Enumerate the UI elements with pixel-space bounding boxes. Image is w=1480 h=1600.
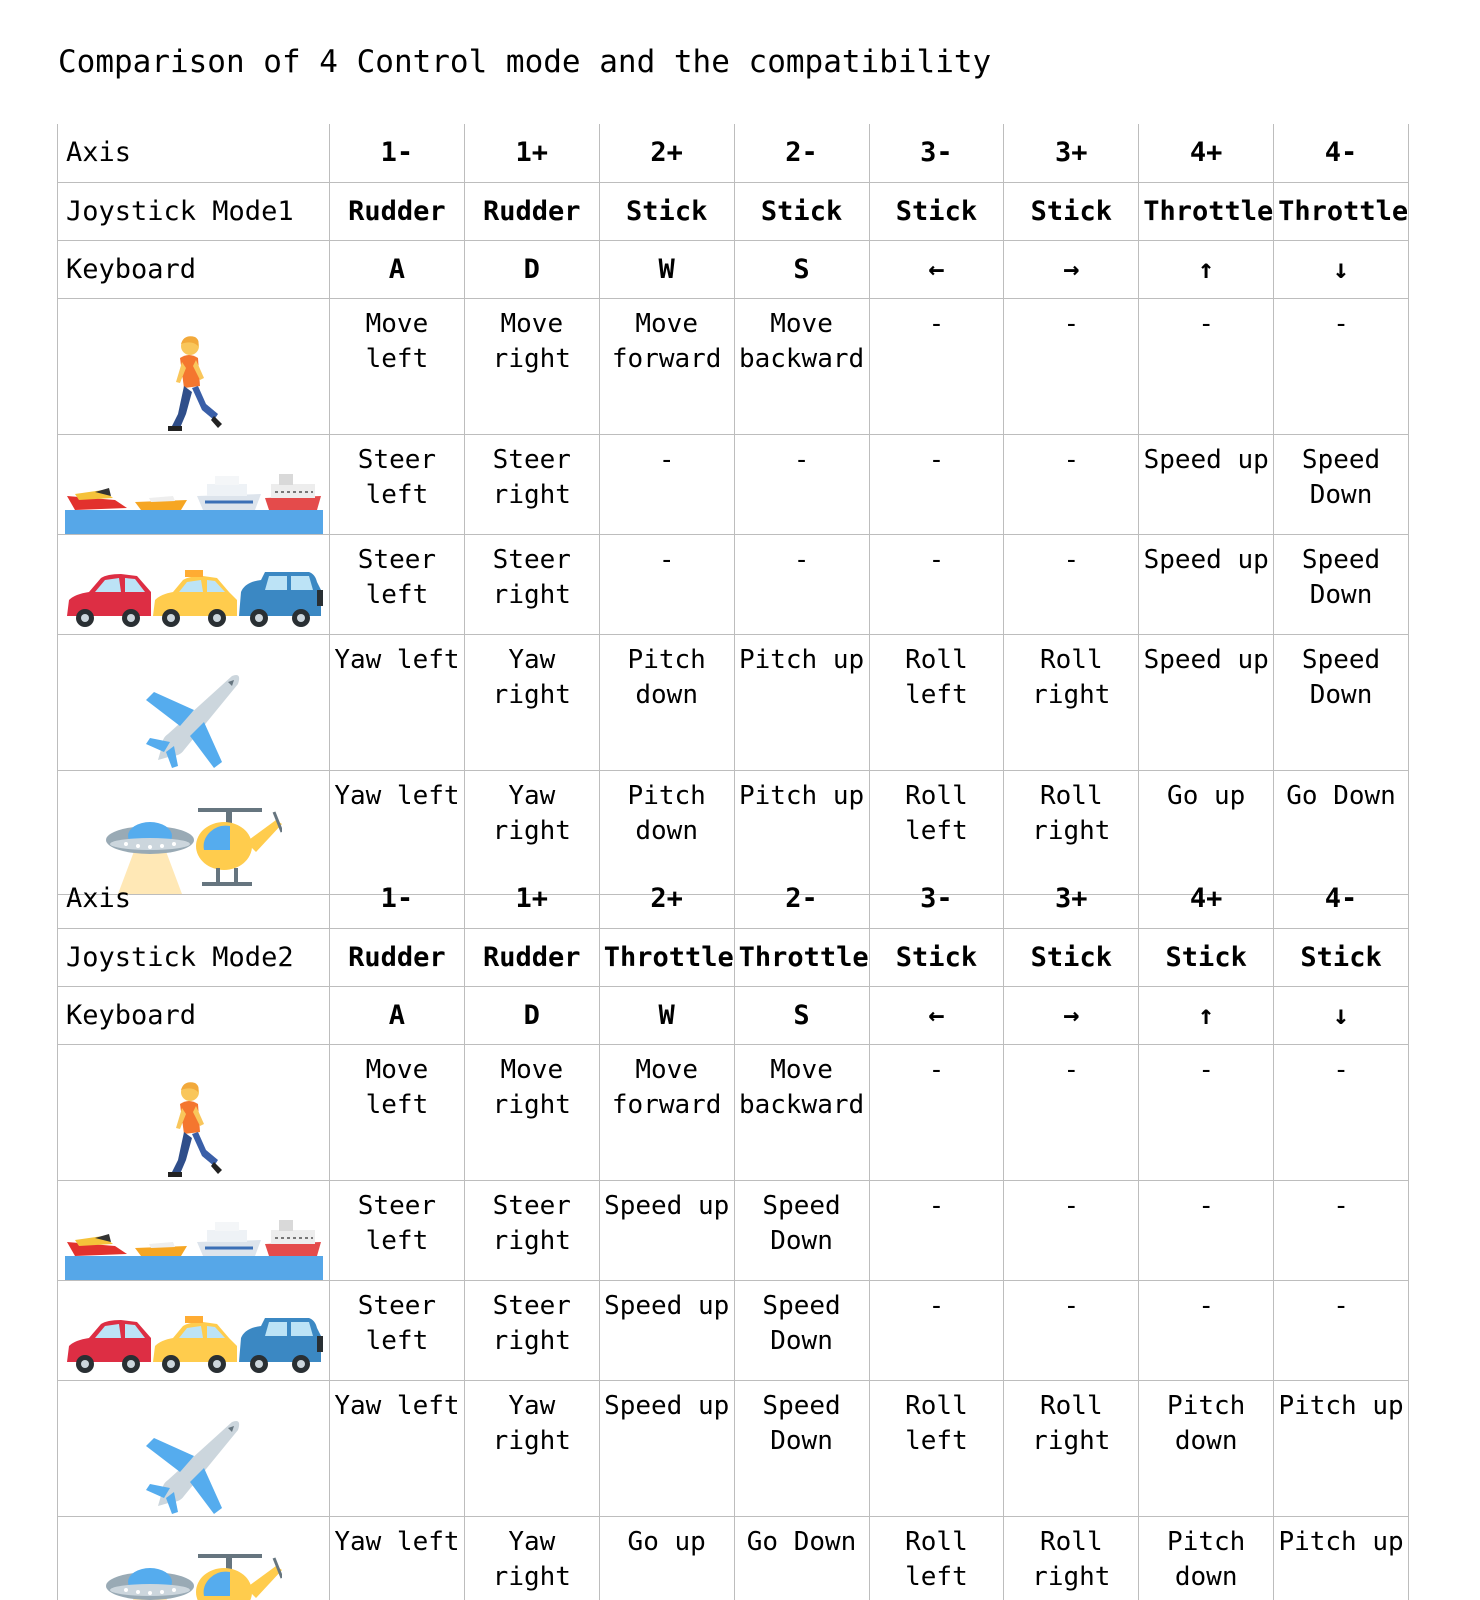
action-cell: Steer left <box>330 534 465 634</box>
key-cell: ↓ <box>1274 986 1409 1044</box>
key-cell: A <box>330 240 465 298</box>
action-cell: Yaw left <box>330 1516 465 1600</box>
axis-cell: 1- <box>330 870 465 928</box>
action-cell: - <box>869 298 1004 434</box>
axis-cell: 2+ <box>599 124 734 182</box>
vehicle-icon-cell <box>58 1280 330 1380</box>
action-cell: Speed Down <box>734 1380 869 1516</box>
control-cell: Stick <box>869 928 1004 986</box>
ufo-helicopter-icon <box>58 1552 329 1600</box>
action-cell: Move backward <box>734 298 869 434</box>
action-cell: Speed up <box>599 1180 734 1280</box>
action-cell: Yaw left <box>330 634 465 770</box>
vehicle-icon-cell <box>58 434 330 534</box>
action-cell: Speed up <box>599 1380 734 1516</box>
control-row-label: Joystick Mode1 <box>58 182 330 240</box>
action-cell: Pitch down <box>1139 1516 1274 1600</box>
action-cell: Roll right <box>1004 1380 1139 1516</box>
action-cell: - <box>1004 1280 1139 1380</box>
action-cell: - <box>1004 534 1139 634</box>
key-cell: W <box>599 986 734 1044</box>
action-cell: Roll left <box>869 634 1004 770</box>
action-cell: Yaw right <box>464 1516 599 1600</box>
axis-row <box>58 124 1409 182</box>
control-cell: Throttle <box>1274 182 1409 240</box>
action-cell: - <box>1004 298 1139 434</box>
axis-cell: 1+ <box>464 870 599 928</box>
action-cell: Roll left <box>869 770 1004 894</box>
control-cell: Stick <box>734 182 869 240</box>
action-cell: - <box>1004 1044 1139 1180</box>
vehicle-row <box>58 534 1409 634</box>
action-cell: - <box>1139 1280 1274 1380</box>
action-cell: Go up <box>1139 770 1274 894</box>
vehicle-row <box>58 1516 1409 1600</box>
action-cell: Yaw right <box>464 634 599 770</box>
key-cell: W <box>599 240 734 298</box>
vehicle-row <box>58 1380 1409 1516</box>
vehicle-row <box>58 1180 1409 1280</box>
key-row <box>58 986 1409 1044</box>
key-row <box>58 240 1409 298</box>
action-cell: - <box>869 534 1004 634</box>
control-cell: Throttle <box>1139 182 1274 240</box>
action-cell: Move right <box>464 1044 599 1180</box>
action-cell: - <box>869 1280 1004 1380</box>
key-cell: ← <box>869 986 1004 1044</box>
action-cell: Roll right <box>1004 770 1139 894</box>
action-cell: - <box>734 434 869 534</box>
axis-cell: 4+ <box>1139 124 1274 182</box>
walking-person-icon <box>58 1080 329 1180</box>
action-cell: Pitch down <box>599 634 734 770</box>
action-cell: Speed Down <box>734 1280 869 1380</box>
action-cell: Steer left <box>330 434 465 534</box>
key-cell: A <box>330 986 465 1044</box>
control-cell: Stick <box>1274 928 1409 986</box>
control-cell: Rudder <box>330 182 465 240</box>
action-cell: - <box>1274 1280 1409 1380</box>
vehicle-icon-cell <box>58 298 330 434</box>
axis-cell: 4+ <box>1139 870 1274 928</box>
control-cell: Stick <box>1004 928 1139 986</box>
action-cell: - <box>869 434 1004 534</box>
page-title: Comparison of 4 Control mode and the compatibility <box>58 44 992 80</box>
control-cell: Rudder <box>464 928 599 986</box>
action-cell: - <box>1274 298 1409 434</box>
control-row-label: Joystick Mode2 <box>58 928 330 986</box>
action-cell: Speed up <box>1139 634 1274 770</box>
axis-row-label: Axis <box>58 870 330 928</box>
axis-cell: 4- <box>1274 870 1409 928</box>
action-cell: Roll right <box>1004 1516 1139 1600</box>
action-cell: Move forward <box>599 298 734 434</box>
action-cell: - <box>1004 434 1139 534</box>
control-cell: Throttle <box>599 928 734 986</box>
axis-cell: 1- <box>330 124 465 182</box>
key-row-label: Keyboard <box>58 240 330 298</box>
airplane-icon <box>58 670 329 770</box>
control-cell: Rudder <box>330 928 465 986</box>
key-cell: D <box>464 986 599 1044</box>
action-cell: Steer right <box>464 1280 599 1380</box>
axis-cell: 3- <box>869 870 1004 928</box>
axis-cell: 3- <box>869 124 1004 182</box>
action-cell: - <box>869 1180 1004 1280</box>
control-cell: Stick <box>599 182 734 240</box>
control-row <box>58 928 1409 986</box>
key-row-label: Keyboard <box>58 986 330 1044</box>
action-cell: Yaw left <box>330 1380 465 1516</box>
action-cell: Pitch up <box>1274 1516 1409 1600</box>
action-cell: Pitch down <box>1139 1380 1274 1516</box>
axis-cell: 3+ <box>1004 870 1139 928</box>
action-cell: - <box>1139 298 1274 434</box>
axis-row-label: Axis <box>58 124 330 182</box>
axis-row <box>58 870 1409 928</box>
axis-cell: 4- <box>1274 124 1409 182</box>
key-cell: ↑ <box>1139 240 1274 298</box>
action-cell: Yaw left <box>330 770 465 894</box>
action-cell: Roll left <box>869 1516 1004 1600</box>
action-cell: Steer left <box>330 1180 465 1280</box>
action-cell: Speed Down <box>1274 534 1409 634</box>
control-row <box>58 182 1409 240</box>
vehicle-row <box>58 298 1409 434</box>
axis-cell: 2- <box>734 870 869 928</box>
axis-cell: 3+ <box>1004 124 1139 182</box>
mode1-table <box>57 124 1409 895</box>
key-cell: ↓ <box>1274 240 1409 298</box>
control-cell: Stick <box>869 182 1004 240</box>
action-cell: Speed up <box>599 1280 734 1380</box>
action-cell: Yaw right <box>464 770 599 894</box>
control-cell: Stick <box>1139 928 1274 986</box>
cars-icon <box>58 1316 329 1380</box>
boats-icon <box>58 1216 329 1280</box>
action-cell: Steer right <box>464 534 599 634</box>
key-cell: S <box>734 240 869 298</box>
axis-cell: 2- <box>734 124 869 182</box>
action-cell: - <box>599 534 734 634</box>
action-cell: Roll left <box>869 1380 1004 1516</box>
action-cell: Pitch down <box>599 770 734 894</box>
vehicle-icon-cell <box>58 1180 330 1280</box>
vehicle-icon-cell <box>58 1044 330 1180</box>
action-cell: - <box>1004 1180 1139 1280</box>
boats-icon <box>58 470 329 534</box>
vehicle-icon-cell <box>58 534 330 634</box>
action-cell: Move forward <box>599 1044 734 1180</box>
action-cell: - <box>869 1044 1004 1180</box>
action-cell: Move left <box>330 298 465 434</box>
vehicle-icon-cell <box>58 1516 330 1600</box>
action-cell: Speed up <box>1139 434 1274 534</box>
vehicle-row <box>58 634 1409 770</box>
action-cell: Pitch up <box>1274 1380 1409 1516</box>
action-cell: Steer right <box>464 1180 599 1280</box>
action-cell: Go Down <box>734 1516 869 1600</box>
key-cell: → <box>1004 986 1139 1044</box>
control-cell: Rudder <box>464 182 599 240</box>
key-cell: ↑ <box>1139 986 1274 1044</box>
action-cell: - <box>1139 1044 1274 1180</box>
action-cell: - <box>599 434 734 534</box>
action-cell: Roll right <box>1004 634 1139 770</box>
action-cell: Speed up <box>1139 534 1274 634</box>
action-cell: Speed Down <box>1274 634 1409 770</box>
action-cell: - <box>1274 1180 1409 1280</box>
action-cell: Move backward <box>734 1044 869 1180</box>
action-cell: Move right <box>464 298 599 434</box>
mode2-table <box>57 870 1409 1600</box>
airplane-icon <box>58 1416 329 1516</box>
action-cell: - <box>734 534 869 634</box>
key-cell: → <box>1004 240 1139 298</box>
vehicle-icon-cell <box>58 634 330 770</box>
vehicle-row <box>58 1280 1409 1380</box>
axis-cell: 1+ <box>464 124 599 182</box>
key-cell: S <box>734 986 869 1044</box>
vehicle-icon-cell <box>58 1380 330 1516</box>
action-cell: Go Down <box>1274 770 1409 894</box>
action-cell: Yaw right <box>464 1380 599 1516</box>
action-cell: Speed Down <box>734 1180 869 1280</box>
control-cell: Throttle <box>734 928 869 986</box>
action-cell: Pitch up <box>734 770 869 894</box>
walking-person-icon <box>58 334 329 434</box>
action-cell: - <box>1139 1180 1274 1280</box>
action-cell: Steer left <box>330 1280 465 1380</box>
control-cell: Stick <box>1004 182 1139 240</box>
vehicle-row <box>58 434 1409 534</box>
key-cell: ← <box>869 240 1004 298</box>
action-cell: Steer right <box>464 434 599 534</box>
action-cell: Pitch up <box>734 634 869 770</box>
action-cell: - <box>1274 1044 1409 1180</box>
cars-icon <box>58 570 329 634</box>
key-cell: D <box>464 240 599 298</box>
vehicle-row <box>58 1044 1409 1180</box>
action-cell: Speed Down <box>1274 434 1409 534</box>
action-cell: Go up <box>599 1516 734 1600</box>
action-cell: Move left <box>330 1044 465 1180</box>
axis-cell: 2+ <box>599 870 734 928</box>
